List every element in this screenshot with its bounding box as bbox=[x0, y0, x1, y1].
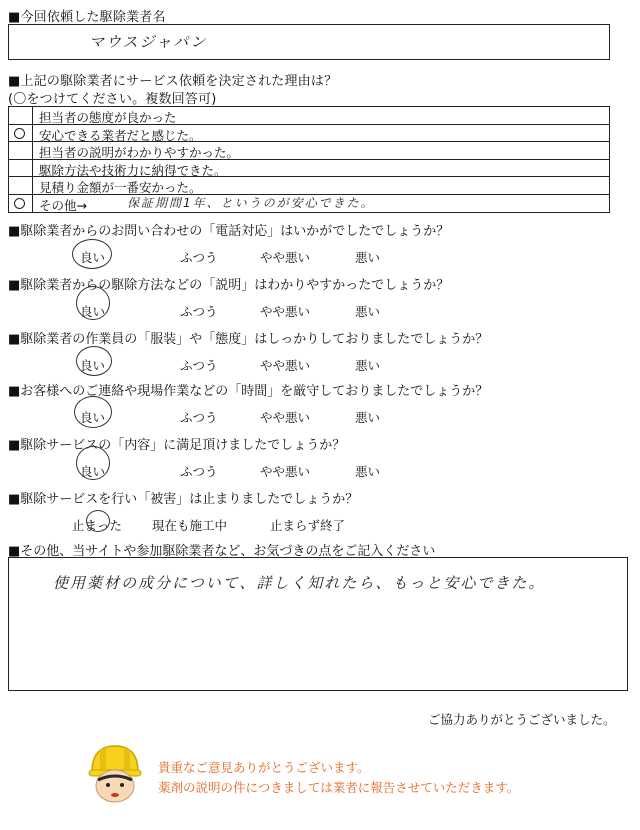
selected-circle-icon bbox=[76, 286, 110, 320]
reason-label: 安心できる業者だと感じた。 bbox=[39, 127, 202, 143]
option-in-progress[interactable]: 現在も施工中 bbox=[152, 518, 228, 533]
option-bad[interactable]: 悪い bbox=[355, 410, 381, 425]
reason-label: 担当者の態度が良かった bbox=[39, 110, 177, 125]
option-not-stopped[interactable]: 止まらず終了 bbox=[270, 518, 346, 533]
question-explanation-title: ■駆除業者からの駆除方法などの「説明」はわかりやすかったでしょうか？ bbox=[8, 278, 450, 293]
comments-box[interactable] bbox=[8, 557, 628, 691]
reason-row bbox=[9, 195, 609, 213]
question-phone-title: ■駆除業者からのお問い合わせの「電話対応」はいかがでしたでしょうか？ bbox=[8, 224, 450, 239]
option-normal[interactable]: ふつう bbox=[180, 464, 218, 479]
question-content-title: ■駆除サービスの「内容」に満足頂けましたでしょうか？ bbox=[8, 438, 346, 453]
reason-label: 駆除方法や技術力に納得できた。 bbox=[39, 162, 227, 178]
worker-face-icon bbox=[86, 742, 144, 804]
option-somewhat-bad[interactable]: やや悪い bbox=[260, 250, 311, 265]
option-stopped[interactable]: 止まった bbox=[72, 518, 123, 533]
option-normal[interactable]: ふつう bbox=[180, 250, 218, 265]
section-reason-title: ■上記の駆除業者にサービス依頼を決定された理由は？ bbox=[8, 74, 338, 89]
reason-label: 担当者の説明がわかりやすかった。 bbox=[39, 145, 240, 160]
option-somewhat-bad[interactable]: やや悪い bbox=[260, 304, 311, 319]
section-company-title: ■今回依頼した駆除業者名 bbox=[8, 10, 166, 25]
option-good[interactable]: 良い bbox=[80, 250, 106, 265]
option-bad[interactable]: 悪い bbox=[355, 304, 381, 319]
company-name-box bbox=[8, 24, 610, 60]
option-bad[interactable]: 悪い bbox=[355, 464, 381, 479]
checked-circle-icon bbox=[14, 128, 25, 139]
reply-line-2: 薬剤の説明の件につきましては業者に報告させていただきます。 bbox=[158, 780, 520, 795]
reason-mark-cell[interactable] bbox=[9, 142, 33, 159]
question-time-title: ■お客様へのご連絡や現場作業などの「時間」を厳守しておりましたでしょうか？ bbox=[8, 384, 489, 399]
comments-title: ■その他、当サイトや参加駆除業者など、お気づきの点をご記入ください bbox=[8, 544, 436, 559]
selected-circle-icon bbox=[76, 446, 110, 480]
selected-circle-icon bbox=[86, 510, 110, 532]
reason-row bbox=[9, 160, 609, 178]
reason-label: その他→ bbox=[39, 197, 87, 213]
option-good[interactable]: 良い bbox=[80, 464, 106, 479]
company-name-handwritten: マウスジャパン bbox=[89, 33, 208, 51]
option-normal[interactable]: ふつう bbox=[180, 358, 218, 373]
reason-mark-cell[interactable] bbox=[9, 160, 33, 177]
option-bad[interactable]: 悪い bbox=[355, 358, 381, 373]
question-damage-title: ■駆除サービスを行い「被害」は止まりましたでしょうか？ bbox=[8, 492, 359, 507]
reason-row bbox=[9, 125, 609, 143]
reason-row bbox=[9, 177, 609, 195]
option-normal[interactable]: ふつう bbox=[180, 410, 218, 425]
reason-mark-cell[interactable] bbox=[9, 125, 33, 142]
option-good[interactable]: 良い bbox=[80, 410, 106, 425]
checked-circle-icon bbox=[14, 198, 25, 209]
option-somewhat-bad[interactable]: やや悪い bbox=[260, 410, 311, 425]
reason-table bbox=[8, 106, 610, 213]
reason-label: 見積り金額が一番安かった。 bbox=[39, 180, 202, 195]
question-attire-title: ■駆除業者の作業員の「服装」や「態度」はしっかりしておりましたでしょうか？ bbox=[8, 332, 489, 347]
reason-row bbox=[9, 107, 609, 125]
selected-circle-icon bbox=[76, 346, 112, 376]
reason-other-handwritten: 保証期間1年、というのが安心できた。 bbox=[127, 195, 375, 210]
reason-mark-cell[interactable] bbox=[9, 195, 33, 213]
reason-row bbox=[9, 142, 609, 160]
option-somewhat-bad[interactable]: やや悪い bbox=[260, 464, 311, 479]
selected-circle-icon bbox=[72, 239, 112, 269]
option-bad[interactable]: 悪い bbox=[355, 250, 381, 265]
reason-mark-cell[interactable] bbox=[9, 107, 33, 124]
section-reason-note: (〇をつけてください。複数回答可) bbox=[8, 92, 217, 107]
reason-mark-cell[interactable] bbox=[9, 177, 33, 194]
thanks-text: ご協力ありがとうございました。 bbox=[428, 712, 616, 727]
comments-handwritten: 使用薬材の成分について、詳しく知れたら、もっと安心できた。 bbox=[53, 574, 546, 592]
option-good[interactable]: 良い bbox=[80, 358, 106, 373]
reply-line-1: 貴重なご意見ありがとうございます。 bbox=[158, 760, 370, 775]
option-good[interactable]: 良い bbox=[80, 304, 106, 319]
selected-circle-icon bbox=[74, 396, 112, 428]
option-somewhat-bad[interactable]: やや悪い bbox=[260, 358, 311, 373]
option-normal[interactable]: ふつう bbox=[180, 304, 218, 319]
